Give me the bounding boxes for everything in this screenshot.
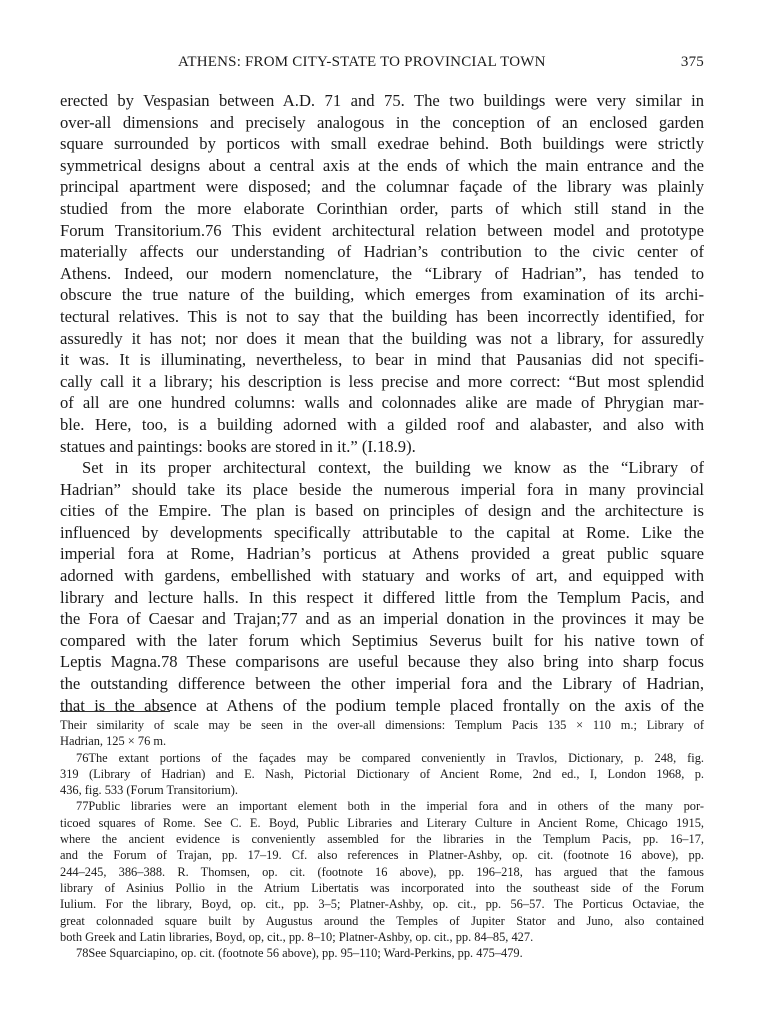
text-line: studied from the more elaborate Corinthian order, parts of which still stand in the — [60, 198, 704, 218]
text-line: of all are one hundred columns: walls and colonnades alike are made of Phrygian mar- — [60, 393, 704, 413]
text-line: the Fora of Caesar and Trajan;77 and as an imperial donation in the provinces it may be — [60, 609, 704, 629]
footnote-line: ticoed squares of Rome. See C. E. Boyd, Public Libraries and Literary Culture in Ancient Rome, Chicago 1915, — [60, 815, 704, 830]
footnote-line: and the Forum of Trajan, pp. 17–19. Cf. also references in Platner-Ashby, op. cit. (footnote 16 above), pp. — [60, 848, 704, 863]
text-line: symmetrical designs about a central axis at the ends of which the main entrance and the — [60, 155, 704, 175]
text-line: imperial fora at Rome, Hadrian’s porticus at Athens provided a great public square — [60, 544, 704, 564]
text-line: it was. It is illuminating, nevertheless, to bear in mind that Pausanias did not specifi- — [60, 350, 704, 370]
footnote-78 — [60, 945, 704, 961]
text-line: obscure the true nature of the building, which emerges from examination of its archi- — [60, 285, 704, 305]
running-header — [60, 54, 704, 76]
footnote-line: 436, fig. 533 (Forum Transitorium). — [60, 783, 238, 798]
text-line: cally call it a library; his description is less precise and more correct: “But most splendid — [60, 371, 704, 391]
text-line: influenced by developments specifically attributable to the capital at Rome. Like the — [60, 522, 704, 542]
footnote-line: both Greek and Latin libraries, Boyd, op, cit., pp. 8–10; Platner-Ashby, op. cit., pp. 84–85, 427. — [60, 929, 534, 944]
text-line: Leptis Magna.78 These comparisons are useful because they also bring into sharp focus — [60, 652, 704, 672]
footnote-77 — [60, 798, 704, 945]
footnote-line: where the ancient evidence is conveniently assembled for the libraries in the Templum Pacis, pp. 16–17, — [60, 832, 704, 847]
footnote-continuation — [60, 717, 704, 750]
text-line: adorned with gardens, embellished with statuary and works of art, and equipped with — [60, 566, 704, 586]
footnote-line: library of Asinius Pollio in the Atrium Libertatis was incorporated into the southeast side of the Forum — [60, 880, 704, 895]
text-line: erected by Vespasian between A.D. 71 and 75. The two buildings were very similar in — [60, 91, 704, 110]
footnote-line: 78See Squarciapino, op. cit. (footnote 56 above), pp. 95–110; Ward-Perkins, pp. 475–479. — [76, 946, 523, 961]
paragraph-2 — [60, 457, 704, 716]
main-text — [60, 90, 704, 716]
footnote-line: Iulium. For the library, Boyd, op. cit., pp. 3–5; Platner-Ashby, op. cit., pp. 56–57. The Porticus Octaviae, the — [60, 897, 704, 912]
footnote-line: 319 (Library of Hadrian) and E. Nash, Pictorial Dictionary of Ancient Rome, 2nd ed., I, London 1968, p. — [60, 766, 704, 781]
text-line: Forum Transitorium.76 This evident architectural relation between model and prototype — [60, 220, 704, 240]
footnotes — [60, 717, 704, 961]
running-head-title: ATHENS: FROM CITY-STATE TO PROVINCIAL TOWN — [178, 54, 546, 70]
text-line: tectural relatives. This is not to say that the building has been incorrectly identified, for — [60, 306, 704, 326]
page-number: 375 — [680, 54, 704, 70]
footnote-line: 76The extant portions of the façades may be compared conveniently in Travlos, Dictionary, p. 248, fig. — [76, 750, 704, 765]
text-line: statues and paintings: books are stored in it.” (I.18.9). — [60, 436, 416, 456]
text-line: the outstanding difference between the other imperial fora and the Library of Hadrian, — [60, 674, 704, 694]
text-line: compared with the later forum which Septimius Severus built for his native town of — [60, 630, 704, 650]
text-line: principal apartment were disposed; and the columnar façade of the library was plainly — [60, 177, 704, 197]
text-line: library and lecture halls. In this respect it differed little from the Templum Pacis, and — [60, 587, 704, 607]
text-line: Set in its proper architectural context, the building we know as the “Library of — [82, 458, 704, 478]
text-line: cities of the Empire. The plan is based on principles of design and the architecture is — [60, 501, 704, 521]
footnote-line: Their similarity of scale may be seen in the over-all dimensions: Templum Pacis 135 × 110 m.; Library of — [60, 718, 704, 732]
text-line: that is the absence at Athens of the podium temple placed frontally on the axis of the — [60, 695, 704, 715]
text-line: ble. Here, too, is a building adorned with a gilded roof and alabaster, and also with — [60, 414, 704, 434]
text-line: materially affects our understanding of Hadrian’s contribution to the civic center of — [60, 242, 704, 262]
text-line: over-all dimensions and precisely analogous in the conception of an enclosed garden — [60, 112, 704, 132]
footnote-line: great colonnaded square built by Augustus around the Temples of Jupiter Stator and Juno, also contained — [60, 913, 704, 928]
text-line: Hadrian” should take its place beside the numerous imperial fora in many provincial — [60, 479, 704, 499]
text-line: Athens. Indeed, our modern nomenclature, the “Library of Hadrian”, has tended to — [60, 263, 704, 283]
text-line: square surrounded by porticos with small exedrae behind. Both buildings were strictly — [60, 134, 704, 154]
text-line: assuredly it has not; nor does it mean that the building was not a library, for assuredly — [60, 328, 704, 348]
footnote-line: 244–245, 386–388. R. Thomsen, op. cit. (footnote 16 above), pp. 196–218, has argued that the famous — [60, 864, 704, 879]
footnote-line: 77Public libraries were an important element both in the imperial fora and in others of the many por- — [76, 799, 704, 814]
paragraph-1 — [60, 90, 704, 457]
footnote-divider — [60, 711, 170, 712]
footnote-76 — [60, 750, 704, 799]
footnote-line: Hadrian, 125 × 76 m. — [60, 734, 167, 749]
